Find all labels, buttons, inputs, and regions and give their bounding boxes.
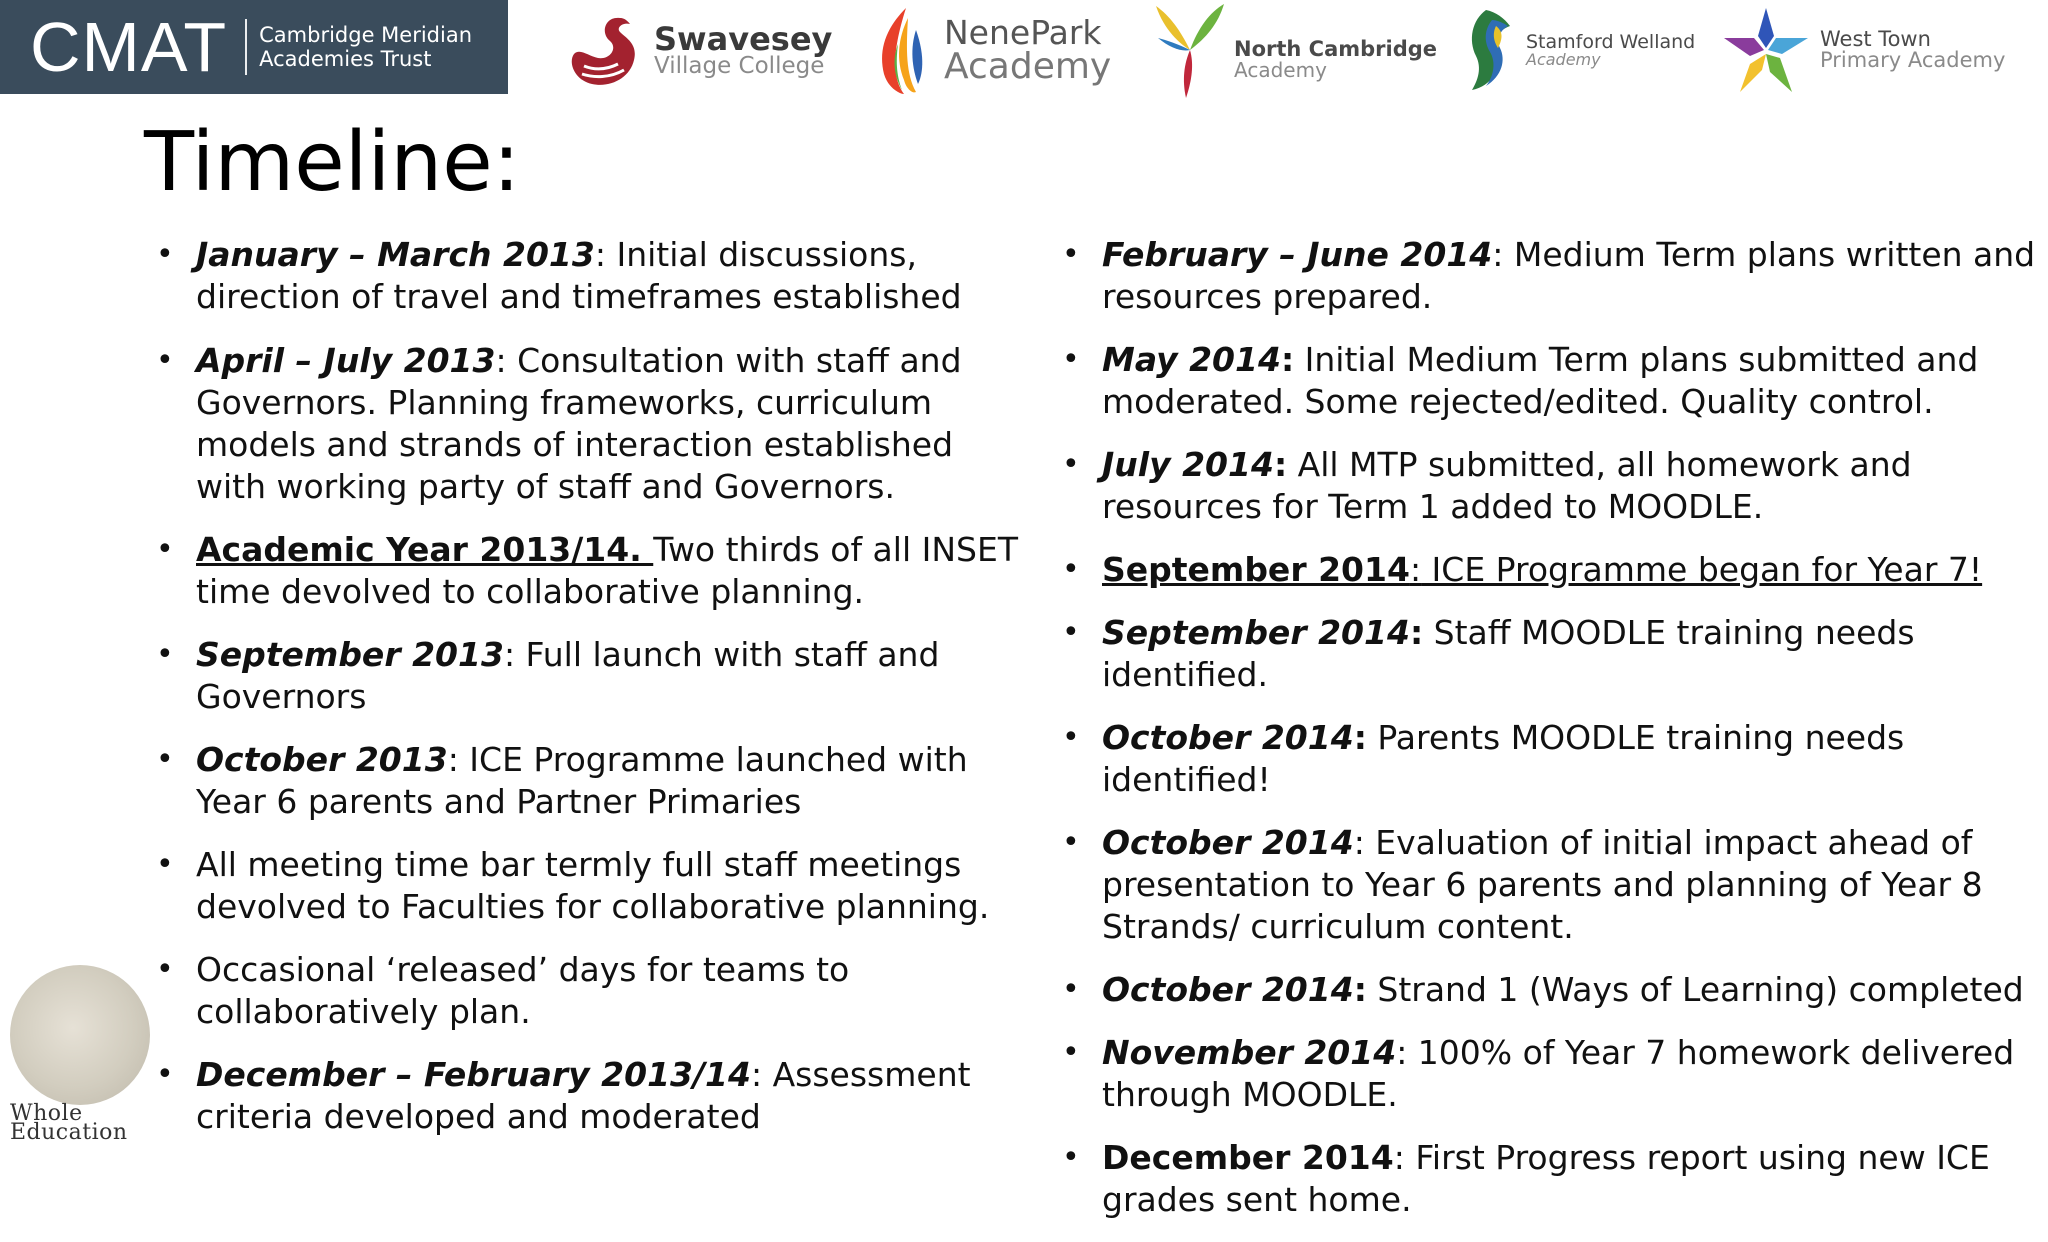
timeline-item: • September 2014: ICE Programme began for Year 7! <box>1056 549 2046 591</box>
timeline-item: • September 2013: Full launch with staff and Governors <box>150 634 1030 718</box>
swavesey-name: Swavesey <box>654 19 833 58</box>
cmat-divider <box>245 19 247 75</box>
timeline-item: • January – March 2013: Initial discussions, direction of travel and timeframes established <box>150 234 1030 318</box>
header-logo-strip <box>0 0 2048 100</box>
timeline-item: • September 2014: Staff MOODLE training needs identified. <box>1056 612 2046 696</box>
swan-icon <box>560 8 644 92</box>
stamford-welland-emblem-icon <box>1466 6 1520 94</box>
nenepark-logo <box>876 0 1111 100</box>
timeline-item: • All meeting time bar termly full staff meetings devolved to Faculties for collaborative planning. <box>150 844 1030 928</box>
timeline-item: • July 2014: All MTP submitted, all homework and resources for Term 1 added to MOODLE. <box>1056 444 2046 528</box>
timeline-item: • November 2014: 100% of Year 7 homework delivered through MOODLE. <box>1056 1032 2046 1116</box>
whole-education-line2: Education <box>10 1120 128 1145</box>
north-cambridge-logo <box>1150 0 1437 100</box>
timeline-item: • Occasional ‘released’ days for teams to collaboratively plan. <box>150 949 1030 1033</box>
timeline-item: • February – June 2014: Medium Term plans written and resources prepared. <box>1056 234 2046 318</box>
star-icon <box>1720 4 1812 96</box>
slide-title: Timeline: <box>144 115 521 210</box>
west-town-name: West Town <box>1820 27 1931 51</box>
timeline-item: • December – February 2013/14: Assessment criteria developed and moderated <box>150 1054 1030 1138</box>
cmat-abbrev: CMAT <box>30 8 228 86</box>
cmat-name-line2: Academies Trust <box>259 47 432 71</box>
north-cambridge-subname: Academy <box>1234 57 1327 82</box>
north-cambridge-emblem-icon <box>1150 0 1230 100</box>
whole-education-emblem-icon <box>10 965 150 1105</box>
swavesey-logo <box>560 0 832 100</box>
whole-education-line1: Whole <box>10 1101 83 1126</box>
stamford-welland-name: Stamford Welland <box>1526 30 1696 53</box>
timeline-item: • October 2014: Evaluation of initial impact ahead of presentation to Year 6 parents and planning of Year 8 Strands/ curriculum content. <box>1056 822 2046 948</box>
timeline-item: • October 2013: ICE Programme launched with Year 6 parents and Partner Primaries <box>150 739 1030 823</box>
swavesey-subname: Village College <box>654 52 825 79</box>
timeline-item: • October 2014: Parents MOODLE training needs identified! <box>1056 717 2046 801</box>
nenepark-subname: Academy <box>944 45 1112 87</box>
timeline-item: • Academic Year 2013/14. Two thirds of all INSET time devolved to collaborative planning. <box>150 529 1030 613</box>
stamford-welland-subname: Academy <box>1526 49 1601 69</box>
nenepark-name: NenePark <box>944 12 1102 52</box>
cmat-name-line1: Cambridge Meridian <box>259 23 473 47</box>
timeline-item: • October 2014: Strand 1 (Ways of Learning) completed <box>1056 969 2046 1011</box>
west-town-subname: Primary Academy <box>1820 48 2006 72</box>
stamford-welland-logo <box>1466 0 1695 100</box>
north-cambridge-name: North Cambridge <box>1234 36 1438 61</box>
timeline-right-column <box>1056 234 2046 1242</box>
timeline-item: • May 2014: Initial Medium Term plans submitted and moderated. Some rejected/edited. Quality control. <box>1056 339 2046 423</box>
west-town-logo <box>1720 0 2005 100</box>
flame-icon <box>876 4 932 96</box>
timeline-item: • April – July 2013: Consultation with staff and Governors. Planning frameworks, curriculum models and strands of interaction established with working party of staff and Governors. <box>150 340 1030 508</box>
whole-education-logo <box>10 965 160 1152</box>
timeline-left-column <box>150 234 1030 1159</box>
timeline-item: • December 2014: First Progress report using new ICE grades sent home. <box>1056 1137 2046 1221</box>
cmat-logo <box>0 0 508 94</box>
